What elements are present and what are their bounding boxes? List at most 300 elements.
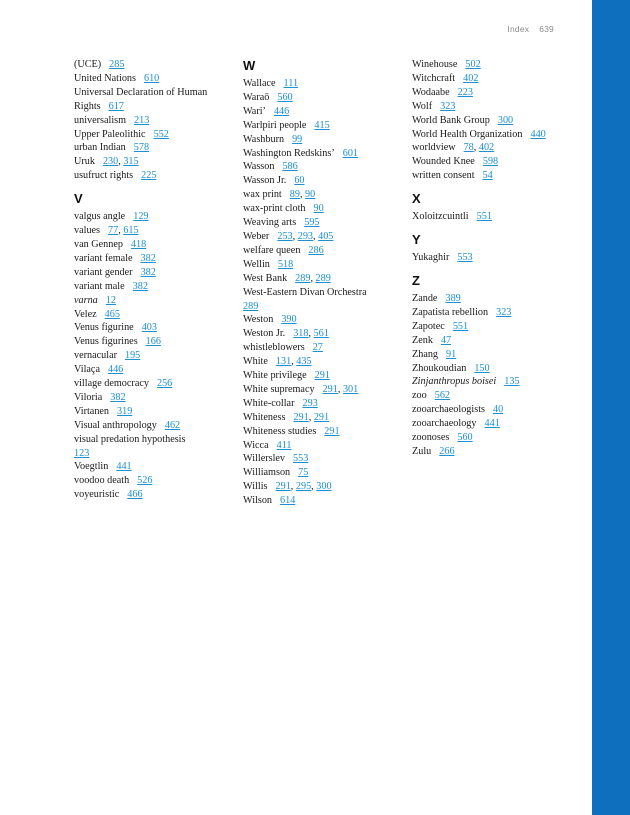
index-term: Virtanen bbox=[74, 405, 110, 417]
page-link[interactable]: 40 bbox=[492, 404, 504, 416]
index-term: Weaving arts bbox=[243, 217, 297, 229]
page-references bbox=[308, 245, 323, 256]
index-term: universalism bbox=[74, 114, 127, 126]
index-term: vernacular bbox=[74, 350, 117, 362]
page-references bbox=[313, 342, 323, 353]
page-references bbox=[278, 259, 293, 270]
page-link[interactable]: 418 bbox=[130, 238, 147, 250]
page-references bbox=[314, 120, 329, 131]
page-link[interactable]: 135 bbox=[504, 376, 520, 388]
index-entry bbox=[74, 321, 234, 335]
index-entry bbox=[412, 114, 572, 128]
page-link[interactable]: 291 bbox=[314, 370, 330, 382]
index-entry bbox=[412, 348, 572, 362]
page-references bbox=[274, 106, 289, 117]
section-letter: V bbox=[74, 191, 83, 207]
page-link[interactable]: 225 bbox=[141, 170, 157, 182]
page-references bbox=[474, 363, 489, 374]
index-entry bbox=[243, 313, 403, 327]
page-references bbox=[141, 170, 156, 181]
page-references bbox=[281, 314, 296, 325]
page-references bbox=[133, 281, 148, 292]
page-link[interactable]: 382 bbox=[110, 391, 126, 403]
page-references bbox=[133, 211, 148, 222]
page-link[interactable]: 286 bbox=[308, 244, 324, 256]
index-term: Velez bbox=[74, 308, 97, 320]
index-term: van Gennep bbox=[74, 238, 123, 250]
index-entry bbox=[412, 445, 572, 459]
section-letter: Z bbox=[412, 272, 420, 288]
page-separator: , bbox=[299, 189, 306, 201]
page-references bbox=[298, 467, 308, 478]
page-references bbox=[453, 321, 468, 332]
index-entry bbox=[412, 72, 572, 86]
page-link[interactable]: 441 bbox=[116, 461, 132, 473]
index-term: Wari’ bbox=[243, 105, 266, 117]
index-entry bbox=[243, 411, 403, 425]
page-link[interactable]: 323 bbox=[440, 100, 456, 112]
page-link[interactable]: 60 bbox=[294, 175, 305, 187]
page-link[interactable]: 319 bbox=[117, 405, 133, 417]
page-link[interactable]: 405 bbox=[318, 230, 334, 242]
index-term: Washburn bbox=[243, 133, 285, 145]
index-term: Uruk bbox=[74, 156, 95, 168]
page-link[interactable]: 382 bbox=[132, 280, 148, 292]
index-term: West-Eastern Divan Orchestra bbox=[243, 286, 367, 298]
page-link[interactable]: 318 bbox=[293, 328, 309, 340]
page-link[interactable]: 223 bbox=[457, 86, 473, 98]
index-term: Whiteness bbox=[243, 411, 286, 423]
page-link[interactable]: 230 bbox=[102, 156, 119, 168]
index-term: Zulu bbox=[412, 445, 432, 457]
index-entry bbox=[74, 377, 234, 391]
page-link[interactable]: 595 bbox=[304, 217, 320, 229]
page-references bbox=[243, 301, 258, 312]
index-term: Visual anthropology bbox=[74, 419, 157, 431]
page-references bbox=[493, 404, 503, 415]
index-entry bbox=[74, 210, 234, 224]
page-references bbox=[440, 101, 455, 112]
index-entry bbox=[412, 100, 572, 114]
index-entry bbox=[74, 363, 234, 377]
page-link[interactable]: 598 bbox=[482, 156, 499, 168]
index-entry bbox=[243, 188, 403, 202]
index-entry bbox=[412, 141, 572, 155]
index-term: Washington Redskins’ bbox=[243, 147, 335, 159]
index-term: United Nations bbox=[74, 72, 136, 84]
index-term: Wallace bbox=[243, 78, 276, 89]
index-term: Viloria bbox=[74, 391, 103, 403]
page-separator: , bbox=[310, 272, 316, 284]
index-entry bbox=[243, 355, 403, 369]
page-link[interactable]: 553 bbox=[457, 252, 473, 264]
index-entry bbox=[412, 306, 572, 320]
index-term: Zapatista rebellion bbox=[412, 306, 489, 318]
page-link[interactable]: 213 bbox=[134, 114, 150, 126]
index-entry bbox=[243, 174, 403, 188]
index-term: visual predation hypothesis bbox=[74, 433, 186, 445]
index-term: Venus figurines bbox=[74, 336, 138, 348]
page-references bbox=[106, 295, 116, 306]
page-link[interactable]: 578 bbox=[133, 142, 150, 154]
page-link[interactable]: 389 bbox=[445, 292, 461, 304]
page-link[interactable]: 415 bbox=[314, 119, 330, 131]
index-term: Weston bbox=[243, 314, 274, 326]
index-entry bbox=[243, 258, 403, 272]
page-link[interactable]: 446 bbox=[273, 105, 290, 117]
index-term: Willerslev bbox=[243, 453, 286, 465]
index-term: Wasson bbox=[243, 161, 275, 173]
index-term: World Bank Group bbox=[412, 114, 490, 126]
page-link[interactable]: 89 bbox=[289, 189, 300, 201]
page-references bbox=[284, 78, 299, 89]
index-term: Wolf bbox=[412, 100, 433, 112]
page-link[interactable]: 91 bbox=[446, 348, 457, 360]
page-link[interactable]: 295 bbox=[295, 481, 312, 493]
index-term: values bbox=[74, 225, 101, 237]
page-references bbox=[458, 87, 473, 98]
index-entry bbox=[243, 202, 403, 216]
index-entry bbox=[412, 320, 572, 334]
page-link[interactable]: 552 bbox=[153, 128, 169, 140]
page-link[interactable]: 402 bbox=[463, 72, 479, 84]
index-term: Vilaça bbox=[74, 364, 100, 376]
page-references bbox=[116, 461, 131, 472]
running-head-section: Index bbox=[507, 24, 530, 34]
page-references bbox=[103, 156, 139, 167]
page-link[interactable]: 617 bbox=[108, 100, 124, 112]
index-term: World Health Organization bbox=[412, 128, 523, 140]
index-term: wax print bbox=[243, 189, 282, 201]
page-references bbox=[117, 406, 132, 417]
index-entry bbox=[243, 286, 403, 314]
page-link[interactable]: 289 bbox=[315, 272, 331, 284]
page-link[interactable]: 166 bbox=[145, 336, 161, 348]
index-term: voodoo death bbox=[74, 475, 130, 487]
page-link[interactable]: 614 bbox=[280, 495, 296, 507]
page-references bbox=[304, 217, 319, 228]
page-references bbox=[137, 475, 152, 486]
index-term: Williamson bbox=[243, 467, 291, 479]
page-link[interactable]: 560 bbox=[457, 432, 473, 444]
page-link[interactable]: 300 bbox=[497, 114, 514, 126]
page-separator: , bbox=[473, 142, 479, 154]
page-link[interactable]: 446 bbox=[107, 364, 124, 376]
page-link[interactable]: 293 bbox=[297, 230, 313, 242]
page-link[interactable]: 99 bbox=[292, 133, 303, 145]
index-term: Venus figurine bbox=[74, 322, 134, 334]
index-term: variant gender bbox=[74, 266, 133, 278]
page-link[interactable]: 441 bbox=[484, 418, 500, 430]
index-entry bbox=[74, 488, 234, 502]
page-references bbox=[108, 225, 139, 236]
running-head-page-number: 639 bbox=[539, 24, 554, 34]
page-separator: , bbox=[292, 230, 298, 242]
page-separator: , bbox=[313, 230, 319, 242]
page-link[interactable]: 323 bbox=[496, 306, 512, 318]
page-link[interactable]: 560 bbox=[277, 91, 293, 103]
page-references bbox=[446, 349, 456, 360]
page-references bbox=[141, 267, 156, 278]
page-references bbox=[131, 239, 146, 250]
index-term: Zhang bbox=[412, 348, 439, 360]
page-link[interactable]: 382 bbox=[140, 252, 156, 264]
index-entry bbox=[412, 58, 572, 72]
page-link[interactable]: 553 bbox=[293, 453, 309, 465]
page-link[interactable]: 256 bbox=[156, 378, 173, 390]
page-references bbox=[457, 252, 472, 263]
page-separator: , bbox=[308, 328, 314, 340]
page-separator: , bbox=[308, 411, 314, 423]
index-term: West Bank bbox=[243, 272, 288, 284]
page-references bbox=[134, 115, 149, 126]
page-link[interactable]: 77 bbox=[108, 225, 119, 237]
page-link[interactable]: 12 bbox=[105, 294, 116, 306]
page-references bbox=[154, 129, 169, 140]
index-entry bbox=[74, 405, 234, 419]
page-references bbox=[483, 156, 498, 167]
page-link[interactable]: 285 bbox=[109, 59, 125, 70]
page-link[interactable]: 586 bbox=[282, 161, 298, 173]
page-link[interactable]: 610 bbox=[143, 72, 160, 84]
index-term: Wilson bbox=[243, 495, 273, 507]
page-references bbox=[127, 489, 142, 500]
index-entry bbox=[243, 494, 403, 508]
index-entry bbox=[74, 308, 234, 322]
index-entry bbox=[243, 272, 403, 286]
page-link[interactable]: 518 bbox=[277, 258, 294, 270]
page-separator: , bbox=[118, 225, 124, 237]
index-term: Whiteness studies bbox=[243, 425, 317, 437]
index-entry bbox=[243, 439, 403, 453]
page-references bbox=[302, 398, 317, 409]
page-separator: , bbox=[118, 156, 124, 168]
page-link[interactable]: 466 bbox=[127, 489, 143, 501]
page-link[interactable]: 289 bbox=[243, 300, 259, 312]
page-references bbox=[290, 189, 315, 200]
page-link[interactable]: 526 bbox=[137, 475, 153, 487]
page-link[interactable]: 551 bbox=[476, 211, 492, 223]
page-link[interactable]: 440 bbox=[530, 128, 546, 140]
index-entry bbox=[74, 86, 234, 114]
page-link[interactable]: 390 bbox=[281, 314, 297, 326]
page-link[interactable]: 300 bbox=[316, 481, 332, 493]
page-link[interactable]: 78 bbox=[463, 142, 474, 154]
index-term: zooarchaeologists bbox=[412, 404, 485, 416]
page-link[interactable]: 462 bbox=[164, 419, 181, 431]
index-entry bbox=[243, 216, 403, 230]
index-term: Weber bbox=[243, 230, 270, 242]
page-link[interactable]: 551 bbox=[452, 320, 469, 332]
page-link[interactable]: 123 bbox=[74, 447, 90, 459]
index-entry bbox=[74, 169, 234, 183]
index-term: Willis bbox=[243, 481, 268, 493]
page-references bbox=[292, 134, 302, 145]
page-separator: , bbox=[311, 481, 317, 493]
page-link[interactable]: 54 bbox=[482, 170, 493, 182]
index-term: Wellin bbox=[243, 258, 270, 270]
page-references bbox=[498, 115, 513, 126]
page-link[interactable]: 502 bbox=[465, 59, 481, 70]
index-entry bbox=[412, 251, 572, 265]
page-link[interactable]: 291 bbox=[275, 481, 291, 493]
index-entry bbox=[74, 460, 234, 474]
page-link[interactable]: 90 bbox=[313, 203, 324, 215]
page-link[interactable]: 289 bbox=[295, 272, 311, 284]
index-entry bbox=[74, 238, 234, 252]
page-link[interactable]: 403 bbox=[141, 322, 157, 334]
page-link[interactable]: 150 bbox=[474, 362, 490, 374]
index-term: usufruct rights bbox=[74, 170, 134, 182]
page-separator: , bbox=[337, 383, 343, 395]
index-entry bbox=[412, 169, 572, 183]
running-head bbox=[507, 24, 554, 34]
index-term: welfare queen bbox=[243, 244, 301, 256]
index-entry bbox=[74, 58, 234, 72]
page-link[interactable]: 402 bbox=[478, 142, 495, 154]
page-references bbox=[343, 148, 358, 159]
page-link[interactable]: 47 bbox=[440, 334, 452, 346]
page-link[interactable]: 315 bbox=[123, 156, 139, 168]
index-entry bbox=[74, 280, 234, 294]
index-entry bbox=[243, 452, 403, 466]
index-term: zoonoses bbox=[412, 432, 450, 444]
page-references bbox=[157, 378, 172, 389]
page-separator: , bbox=[291, 356, 297, 368]
index-entry bbox=[74, 252, 234, 266]
index-entry bbox=[243, 160, 403, 174]
index-entry bbox=[74, 266, 234, 280]
index-entry bbox=[243, 466, 403, 480]
page-link[interactable]: 291 bbox=[293, 411, 309, 423]
page-references bbox=[435, 390, 450, 401]
page-link[interactable]: 266 bbox=[439, 445, 455, 457]
page-references bbox=[134, 142, 149, 153]
page-references bbox=[294, 175, 304, 186]
page-link[interactable]: 75 bbox=[298, 467, 309, 479]
index-term: Winehouse bbox=[412, 59, 458, 70]
index-entry bbox=[243, 425, 403, 439]
index-entry bbox=[243, 133, 403, 147]
index-entry bbox=[243, 244, 403, 258]
index-column-3 bbox=[412, 58, 572, 459]
page-references bbox=[530, 129, 545, 140]
section-letter: X bbox=[412, 191, 421, 207]
index-entry bbox=[412, 292, 572, 306]
page-references bbox=[282, 161, 297, 172]
page-link[interactable]: 411 bbox=[276, 439, 292, 451]
page-link[interactable]: 291 bbox=[322, 383, 338, 395]
index-term: Zinjanthropus boisei bbox=[412, 376, 497, 388]
page-link[interactable]: 129 bbox=[133, 211, 149, 223]
page-references bbox=[141, 253, 156, 264]
index-term: valgus angle bbox=[74, 211, 126, 223]
page-link[interactable]: 131 bbox=[275, 356, 292, 368]
page-references bbox=[165, 420, 180, 431]
index-term: Voegtlin bbox=[74, 461, 109, 473]
index-term: variant female bbox=[74, 252, 133, 264]
page-references bbox=[439, 446, 454, 457]
index-entry bbox=[74, 419, 234, 433]
index-entry bbox=[412, 155, 572, 169]
page-references bbox=[142, 322, 157, 333]
page-link[interactable]: 301 bbox=[342, 383, 359, 395]
index-term: Xoloitzcuintli bbox=[412, 211, 469, 223]
page-link[interactable]: 111 bbox=[283, 78, 299, 89]
index-term: Witchcraft bbox=[412, 72, 456, 84]
index-term: urban Indian bbox=[74, 142, 126, 154]
page-references bbox=[314, 203, 324, 214]
index-term: White bbox=[243, 356, 268, 368]
index-term: White supremacy bbox=[243, 383, 315, 395]
page-link[interactable]: 615 bbox=[123, 225, 139, 237]
page-references bbox=[315, 370, 330, 381]
page-references bbox=[295, 273, 331, 284]
page-references bbox=[74, 448, 89, 459]
index-term: village democracy bbox=[74, 378, 149, 390]
index-term: Wounded Knee bbox=[412, 156, 475, 168]
index-entry bbox=[74, 114, 234, 128]
index-entry bbox=[412, 431, 572, 445]
page-references bbox=[477, 211, 492, 222]
index-term: worldview bbox=[412, 142, 456, 154]
index-entry bbox=[412, 128, 572, 142]
index-term: Warlpiri people bbox=[243, 119, 307, 131]
page-link[interactable]: 27 bbox=[312, 342, 323, 354]
page-references bbox=[293, 412, 329, 423]
index-entry bbox=[74, 391, 234, 405]
index-entry bbox=[74, 294, 234, 308]
index-entry bbox=[243, 480, 403, 494]
page-link[interactable]: 435 bbox=[296, 356, 312, 368]
page-link[interactable]: 195 bbox=[124, 350, 141, 362]
page-link[interactable]: 293 bbox=[302, 397, 318, 409]
index-entry bbox=[412, 362, 572, 376]
index-term: varna bbox=[74, 294, 98, 306]
index-entry bbox=[243, 369, 403, 383]
index-term: zoo bbox=[412, 390, 427, 402]
page-references bbox=[463, 73, 478, 84]
index-entry bbox=[243, 77, 403, 91]
index-entry bbox=[74, 349, 234, 363]
page-references bbox=[323, 384, 359, 395]
page-references bbox=[109, 101, 124, 112]
page-references bbox=[445, 293, 460, 304]
index-term: Universal Declaration of Human Rights bbox=[74, 86, 208, 112]
index-entry bbox=[412, 210, 572, 224]
page-references bbox=[464, 142, 495, 153]
page-link[interactable]: 291 bbox=[313, 411, 330, 423]
index-entry bbox=[243, 91, 403, 105]
page-references bbox=[485, 418, 500, 429]
index-term: Wodaabe bbox=[412, 86, 450, 98]
page-link[interactable]: 465 bbox=[104, 308, 120, 320]
index-term: written consent bbox=[412, 170, 475, 182]
index-term: (UCE) bbox=[74, 59, 102, 70]
page-link[interactable]: 291 bbox=[324, 425, 340, 437]
index-term: wax-print cloth bbox=[243, 203, 306, 215]
page-link[interactable]: 601 bbox=[342, 147, 358, 159]
page-link[interactable]: 90 bbox=[305, 189, 316, 201]
page-link[interactable]: 382 bbox=[140, 266, 156, 278]
page-link[interactable]: 561 bbox=[313, 328, 329, 340]
page-link[interactable]: 253 bbox=[277, 230, 293, 242]
index-entry bbox=[74, 474, 234, 488]
index-term: variant male bbox=[74, 280, 125, 292]
page-link[interactable]: 562 bbox=[434, 390, 450, 402]
index-column-1 bbox=[74, 58, 234, 502]
index-term: Weston Jr. bbox=[243, 328, 286, 340]
